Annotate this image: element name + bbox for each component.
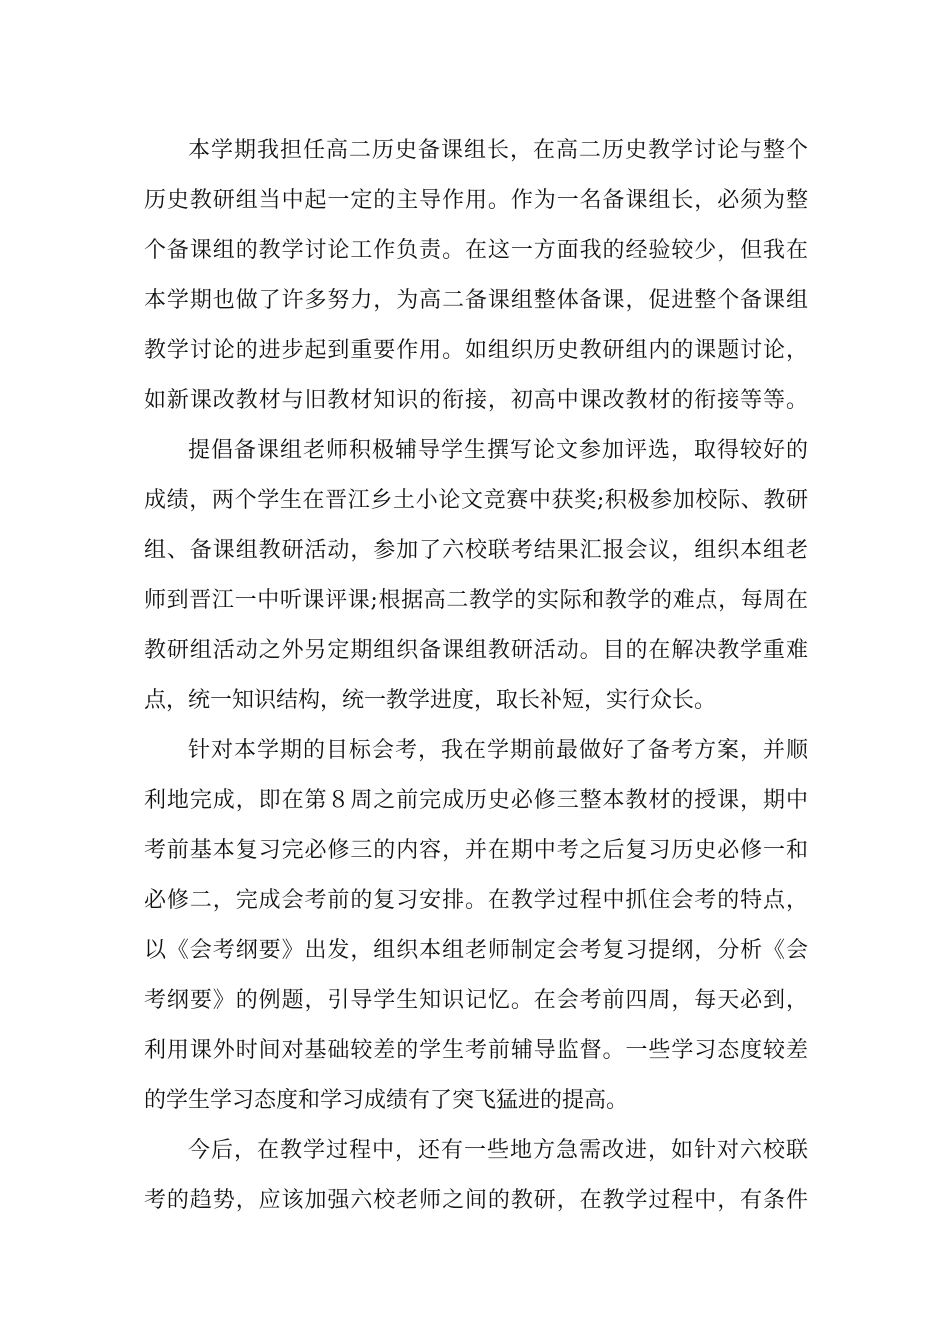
paragraph-line: 教学讨论的进步起到重要作用。如组织历史教研组内的课题讨论， bbox=[144, 338, 808, 363]
document-body bbox=[144, 126, 808, 1226]
paragraph-line: 教研组活动之外另定期组织备课组教研活动。目的在解决教学重难 bbox=[144, 638, 808, 663]
paragraph-line: 组、备课组教研活动，参加了六校联考结果汇报会议，组织本组老 bbox=[144, 538, 808, 563]
paragraph-line: 考前基本复习完必修三的内容，并在期中考之后复习历史必修一和 bbox=[144, 838, 808, 863]
paragraph-line: 本学期也做了许多努力，为高二备课组整体备课，促进整个备课组 bbox=[144, 288, 808, 313]
paragraph-line: 针对本学期的目标会考，我在学期前最做好了备考方案，并顺 bbox=[188, 738, 808, 763]
paragraph-line: 提倡备课组老师积极辅导学生撰写论文参加评选，取得较好的 bbox=[188, 438, 808, 463]
paragraph-line: 考纲要》的例题，引导学生知识记忆。在会考前四周，每天必到， bbox=[144, 988, 808, 1013]
paragraph-line: 今后，在教学过程中，还有一些地方急需改进，如针对六校联 bbox=[188, 1138, 808, 1163]
paragraph-line: 个备课组的教学讨论工作负责。在这一方面我的经验较少，但我在 bbox=[144, 238, 808, 263]
paragraph-line: 成绩，两个学生在晋江乡土小论文竞赛中获奖;积极参加校际、教研 bbox=[144, 488, 808, 513]
paragraph-1 bbox=[144, 126, 808, 426]
paragraph-line: 考的趋势，应该加强六校老师之间的教研，在教学过程中，有条件 bbox=[144, 1188, 808, 1213]
paragraph-line: 利地完成，即在第８周之前完成历史必修三整本教材的授课，期中 bbox=[144, 788, 808, 813]
paragraph-2 bbox=[144, 426, 808, 726]
paragraph-line: 的学生学习态度和学习成绩有了突飞猛进的提高。 bbox=[144, 1088, 629, 1113]
paragraph-line: 以《会考纲要》出发，组织本组老师制定会考复习提纲，分析《会 bbox=[144, 938, 808, 963]
paragraph-line: 师到晋江一中听课评课;根据高二教学的实际和教学的难点，每周在 bbox=[144, 588, 808, 613]
paragraph-line: 点，统一知识结构，统一教学进度，取长补短，实行众长。 bbox=[144, 688, 717, 713]
paragraph-line: 历史教研组当中起一定的主导作用。作为一名备课组长，必须为整 bbox=[144, 188, 808, 213]
paragraph-line: 如新课改教材与旧教材知识的衔接，初高中课改教材的衔接等等。 bbox=[144, 388, 808, 413]
paragraph-line: 本学期我担任高二历史备课组长，在高二历史教学讨论与整个 bbox=[188, 138, 808, 163]
paragraph-3 bbox=[144, 726, 808, 1126]
paragraph-line: 必修二，完成会考前的复习安排。在教学过程中抓住会考的特点， bbox=[144, 888, 808, 913]
paragraph-line: 利用课外时间对基础较差的学生考前辅导监督。一些学习态度较差 bbox=[144, 1038, 808, 1063]
paragraph-4 bbox=[144, 1126, 808, 1226]
